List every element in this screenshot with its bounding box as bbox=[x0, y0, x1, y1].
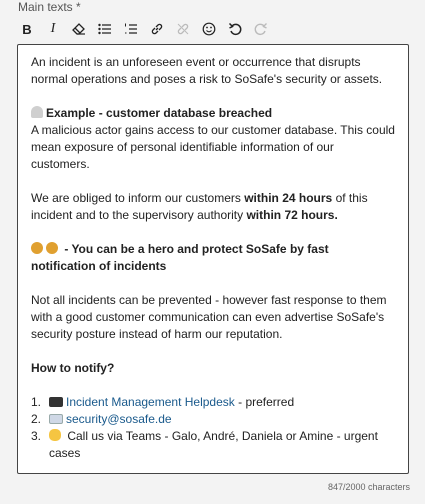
main-text-editor[interactable] bbox=[17, 44, 409, 474]
numbered-list-icon bbox=[124, 23, 138, 35]
numbered-list-button[interactable] bbox=[118, 18, 144, 40]
bullet-list-icon bbox=[98, 23, 112, 35]
helpdesk-link[interactable]: Incident Management Helpdesk bbox=[66, 395, 235, 409]
undo-icon bbox=[228, 22, 242, 36]
unlink-button[interactable] bbox=[170, 18, 196, 40]
italic-button[interactable] bbox=[40, 18, 66, 40]
prevention-paragraph: Not all incidents can be prevented - however fast response to them with a good customer communication can even advertise SoSafe's security posture instead of harm our reputation. bbox=[31, 293, 387, 341]
italic-icon: I bbox=[50, 21, 56, 36]
example-paragraph: A malicious actor gains access to our customer database. This could mean exposure of personal identifiable information of our customers. bbox=[31, 123, 395, 171]
eraser-icon bbox=[72, 23, 86, 35]
computer-icon bbox=[49, 397, 63, 407]
hero-icon bbox=[31, 242, 43, 254]
list-item: 2. security@sosafe.de bbox=[31, 412, 172, 426]
bold-icon: B bbox=[22, 21, 32, 37]
ghost-icon bbox=[31, 106, 43, 118]
character-counter: 847/2000 characters bbox=[327, 482, 410, 492]
smiley-icon bbox=[202, 22, 216, 36]
link-icon bbox=[150, 22, 164, 36]
hero-paragraph: - You can be a hero and protect SoSafe by fast notification of incidents bbox=[31, 242, 329, 273]
redo-icon bbox=[254, 22, 268, 36]
bullet-list-button[interactable] bbox=[92, 18, 118, 40]
envelope-icon bbox=[49, 414, 63, 424]
redo-button[interactable] bbox=[248, 18, 274, 40]
bold-button[interactable] bbox=[14, 18, 40, 40]
obligation-paragraph: We are obliged to inform our customers within 24 hours of this incident and to the supervisory authority within 72 hours. bbox=[31, 191, 368, 222]
thumbs-up-icon bbox=[49, 429, 61, 441]
list-item: 1. Incident Management Helpdesk - preferred bbox=[31, 395, 295, 409]
notify-steps-list bbox=[31, 394, 395, 462]
email-link[interactable]: security@sosafe.de bbox=[66, 412, 172, 426]
hero-icon bbox=[46, 242, 58, 254]
how-to-notify-heading: How to notify? bbox=[31, 361, 115, 375]
clear-format-button[interactable] bbox=[66, 18, 92, 40]
field-label: Main texts * bbox=[18, 0, 81, 14]
link-button[interactable] bbox=[144, 18, 170, 40]
editor-toolbar bbox=[14, 18, 274, 40]
example-heading: Example - customer database breached bbox=[31, 105, 395, 122]
intro-paragraph: An incident is an unforeseen event or occurrence that disrupts normal operations and poses a risk to SoSafe's security or assets. bbox=[31, 55, 383, 86]
list-item: 3. Call us via Teams - Galo, André, Daniela or Amine - urgent cases bbox=[31, 429, 378, 460]
undo-button[interactable] bbox=[222, 18, 248, 40]
unlink-icon bbox=[176, 22, 190, 36]
emoji-button[interactable] bbox=[196, 18, 222, 40]
